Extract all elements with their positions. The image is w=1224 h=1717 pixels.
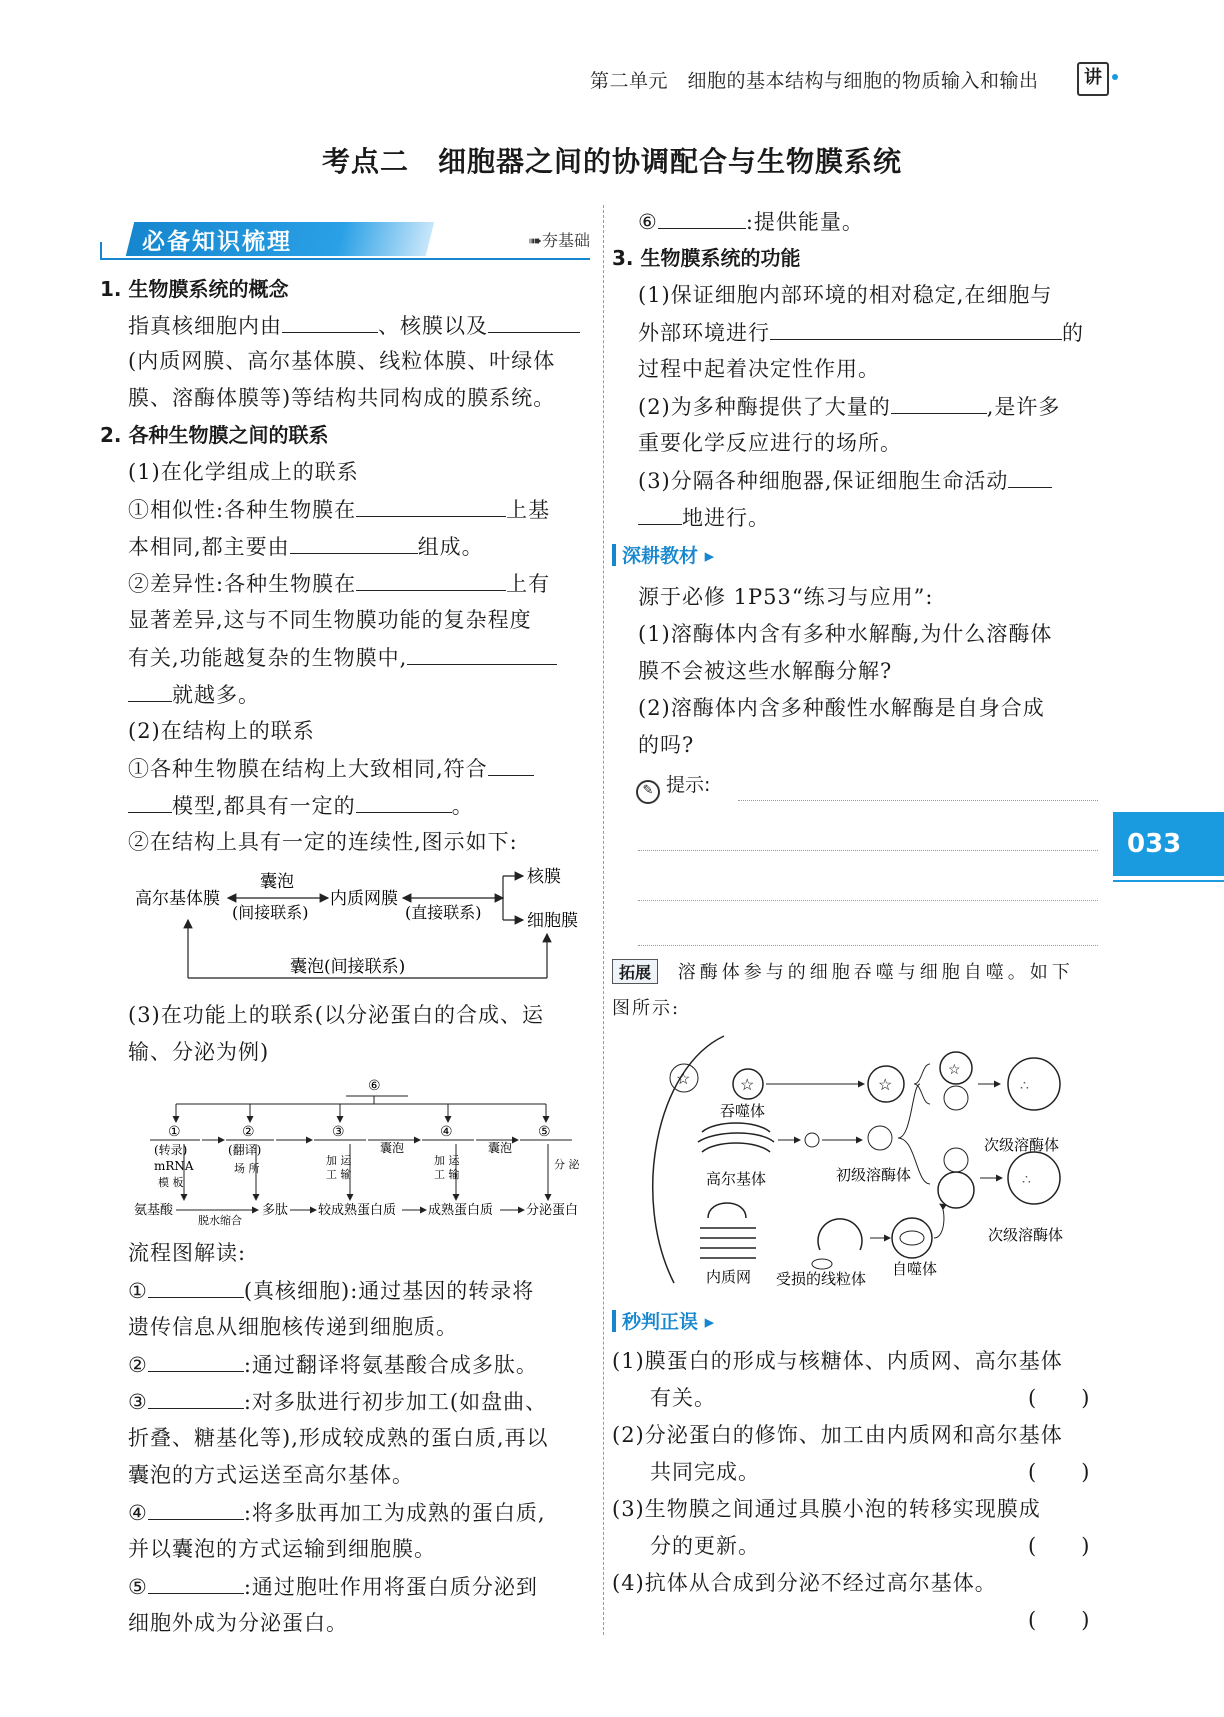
- sub-2: (2)在结构上的联系: [128, 719, 315, 743]
- flow-item-2: ② :通过翻译将氨基酸合成多肽。: [128, 1347, 538, 1382]
- svg-text:☆: ☆: [740, 1075, 755, 1094]
- extension-line-2: 图所示:: [612, 998, 681, 1019]
- sub-1-2-line-3: 有关,功能越复杂的生物膜中,: [128, 640, 557, 675]
- deep-source: 源于必修 1P53“练习与应用”:: [638, 585, 934, 609]
- judge-2-answer[interactable]: ( ): [1028, 1460, 1091, 1484]
- deep-q2-line-1: (2)溶酶体内含多种酸性水解酶是自身合成: [638, 696, 1045, 720]
- page-number-underline: [1113, 880, 1224, 882]
- membrane-connection-diagram: [125, 862, 595, 992]
- func-1-line-1: (1)保证细胞内部环境的相对稳定,在细胞与: [638, 283, 1053, 307]
- answer-line-3: [638, 900, 1098, 901]
- flow-item-1-line-1: ① (真核细胞):通过基因的转录将: [128, 1273, 534, 1308]
- running-header: 第二单元 细胞的基本结构与细胞的物质输入和输出: [590, 70, 1039, 92]
- flow-item-3-line-1: ③ :对多肽进行初步加工(如盘曲、: [128, 1384, 547, 1419]
- deep-textbook-header: 深耕教材 ▸: [612, 541, 714, 568]
- hint-row: ✎ 提示:: [636, 770, 710, 804]
- section-note: 夯基础: [541, 231, 590, 250]
- secondary-lysosome-1: [1008, 1058, 1060, 1110]
- sub-2-1-line-1: ①各种生物膜在结构上大致相同,符合: [128, 751, 534, 786]
- sub-1-1-line-1: ①相似性:各种生物膜在 上基: [128, 492, 550, 527]
- answer-line-1: [738, 800, 1098, 801]
- secretory-protein-flow-diagram: [128, 1072, 588, 1227]
- flow-item-4-line-2: 并以囊泡的方式运输到细胞膜。: [128, 1537, 436, 1561]
- label-vesicle: 囊泡: [260, 872, 294, 892]
- para-1-line-2: (内质网膜、高尔基体膜、线粒体膜、叶绿体: [128, 349, 556, 373]
- judge-2-line-1: (2)分泌蛋白的修饰、加工由内质网和高尔基体: [612, 1423, 1063, 1447]
- heading-3: 3. 生物膜系统的功能: [612, 246, 801, 270]
- flow-transcription: (转录): [154, 1143, 188, 1157]
- flow-item-4-line-1: ④ :将多肽再加工为成熟的蛋白质,: [128, 1495, 546, 1530]
- flow-vesicle-1: 囊泡: [380, 1141, 405, 1155]
- sub-1-2-line-2: 显著差异,这与不同生物膜功能的复杂程度: [128, 608, 532, 632]
- flow-item-5-line-1: ⑤ :通过胞吐作用将蛋白质分泌到: [128, 1569, 538, 1604]
- judge-3-line-1: (3)生物膜之间通过具膜小泡的转移实现膜成: [612, 1497, 1041, 1521]
- flow-secretory-protein: 分泌蛋白: [526, 1203, 579, 1218]
- extension-tag: 拓展: [612, 959, 658, 984]
- label-vesicle-indirect: 囊泡(间接联系): [290, 957, 406, 977]
- para-1-line-1: 指真核细胞内由 、核膜以及: [128, 308, 580, 343]
- label-direct: (直接联系): [405, 903, 482, 922]
- para-1-line-3: 膜、溶酶体膜等)等结构共同构成的膜系统。: [128, 386, 556, 410]
- flow-label-5: ⑤: [538, 1124, 551, 1140]
- lysosome-diagram: [636, 1028, 1096, 1288]
- label-cell-membrane: 细胞膜: [527, 911, 578, 931]
- flow-label-2: ②: [242, 1124, 255, 1140]
- func-3-line-2: 地进行。: [638, 500, 770, 535]
- flow-label-1: ①: [168, 1124, 181, 1140]
- isolation-membrane-icon: [818, 1219, 862, 1250]
- primary-lysosome-icon: [868, 1126, 892, 1150]
- column-divider: [603, 205, 604, 1635]
- svg-text:☆: ☆: [878, 1075, 893, 1094]
- play-arrow-icon: ➠: [528, 231, 542, 250]
- secondary-lysosome-2: [1008, 1152, 1060, 1204]
- label-phagosome: 吞噬体: [720, 1102, 766, 1120]
- label-damaged-mito: 受损的线粒体: [776, 1270, 867, 1288]
- er-icon: [700, 1203, 756, 1258]
- item-6: ⑥ :提供能量。: [638, 204, 864, 239]
- label-indirect: (间接联系): [232, 903, 309, 922]
- pencil-icon: ✎: [636, 780, 660, 804]
- label-nuclear-membrane: 核膜: [527, 867, 561, 887]
- flow-template: 模 板: [158, 1176, 184, 1189]
- flow-label-6: ⑥: [368, 1078, 381, 1094]
- flow-title: 流程图解读:: [128, 1241, 247, 1265]
- deep-q1-line-2: 膜不会被这些水解酶分解?: [638, 659, 893, 683]
- func-2-line-2: 重要化学反应进行的场所。: [638, 431, 902, 455]
- lecture-badge: 讲: [1077, 62, 1109, 96]
- play-icon: ▸: [698, 545, 715, 567]
- sub-3-line-1: (3)在功能上的联系(以分泌蛋白的合成、运: [128, 1003, 544, 1027]
- answer-line-4: [638, 945, 1098, 946]
- judge-1-line-1: (1)膜蛋白的形成与核糖体、内质网、高尔基体: [612, 1349, 1063, 1373]
- func-1-line-3: 过程中起着决定性作用。: [638, 357, 880, 381]
- label-primary: 初级溶酶体: [836, 1166, 912, 1184]
- deep-q2-line-2: 的吗?: [638, 733, 695, 757]
- judge-4-answer[interactable]: ( ): [1028, 1608, 1091, 1632]
- func-1-line-2: 外部环境进行 的: [638, 315, 1084, 350]
- deep-q1-line-1: (1)溶酶体内含有多种水解酶,为什么溶酶体: [638, 622, 1053, 646]
- page-number-tab: 033: [1113, 812, 1224, 876]
- svg-text:☆: ☆: [948, 1062, 961, 1078]
- flow-item-1-line-2: 遗传信息从细胞核传递到细胞质。: [128, 1315, 458, 1339]
- flow-label-4: ④: [440, 1124, 453, 1140]
- quick-judge-header: 秒判正误 ▸: [612, 1307, 714, 1334]
- sub-1-2-line-4: 就越多。: [128, 677, 260, 712]
- label-autophagosome: 自噬体: [892, 1260, 938, 1278]
- label-er: 内质网: [706, 1268, 752, 1286]
- flow-amino-acid: 氨基酸: [134, 1203, 174, 1218]
- label-secondary-2: 次级溶酶体: [988, 1226, 1064, 1244]
- heading-2: 2. 各种生物膜之间的联系: [100, 423, 329, 447]
- damaged-mitochondrion-icon: [812, 1259, 832, 1269]
- func-3-line-1: (3)分隔各种细胞器,保证细胞生命活动: [638, 463, 1052, 498]
- sub-2-1-line-2: 模型,都具有一定的 。: [128, 788, 474, 823]
- autophagosome-icon: [892, 1218, 932, 1258]
- extension-row: 拓展 溶酶体参与的细胞吞噬与细胞自噬。如下: [612, 958, 1074, 984]
- flow-secretion: 分 泌: [554, 1158, 580, 1171]
- svg-text:∴: ∴: [1020, 1078, 1029, 1094]
- label-golgi: 高尔基体: [706, 1170, 767, 1188]
- flow-vesicle-2: 囊泡: [488, 1141, 513, 1155]
- label-secondary-1: 次级溶酶体: [984, 1136, 1060, 1154]
- func-2-line-1: (2)为多种酶提供了大量的 ,是许多: [638, 389, 1060, 424]
- section-header: [100, 222, 590, 260]
- flow-item-5-line-2: 细胞外成为分泌蛋白。: [128, 1611, 348, 1635]
- answer-line-2: [638, 850, 1098, 851]
- flow-label-3: ③: [332, 1124, 345, 1140]
- flow-dehydration: 脱水缩合: [198, 1214, 242, 1227]
- judge-2-line-2: 共同完成。: [650, 1460, 760, 1484]
- golgi-icon: [698, 1123, 774, 1152]
- judge-1-line-2: 有关。: [650, 1386, 716, 1410]
- flow-process-4a: 加 运: [434, 1154, 460, 1167]
- flow-process-3a: 加 运: [326, 1154, 352, 1167]
- flow-process-4b: 工 输: [434, 1168, 460, 1181]
- judge-4-line-1: (4)抗体从合成到分泌不经过高尔基体。: [612, 1571, 997, 1595]
- badge-dot: [1112, 74, 1118, 80]
- label-er-membrane: 内质网膜: [330, 889, 398, 909]
- flow-item-3-line-2: 折叠、糖基化等),形成较成熟的蛋白质,再以: [128, 1426, 549, 1450]
- flow-process-3b: 工 输: [326, 1168, 352, 1181]
- svg-text:∴: ∴: [1022, 1172, 1031, 1188]
- flow-item-3-line-3: 囊泡的方式运送至高尔基体。: [128, 1463, 414, 1487]
- flow-mature-protein: 成熟蛋白质: [428, 1203, 494, 1218]
- label-golgi-membrane: 高尔基体膜: [135, 889, 220, 909]
- judge-3-answer[interactable]: ( ): [1028, 1534, 1091, 1558]
- sub-2-2: ②在结构上具有一定的连续性,图示如下:: [128, 830, 518, 854]
- play-icon: ▸: [698, 1311, 715, 1333]
- flow-mrna: mRNA: [154, 1159, 194, 1173]
- flow-polypeptide: 多肽: [262, 1203, 289, 1218]
- sub-1-2-line-1: ②差异性:各种生物膜在 上有: [128, 566, 550, 601]
- sub-1: (1)在化学组成上的联系: [128, 460, 359, 484]
- flow-translation: (翻译): [228, 1143, 262, 1157]
- section-label: 必备知识梳理: [142, 229, 292, 255]
- sub-1-1-line-2: 本相同,都主要由 组成。: [128, 529, 484, 564]
- page-title: 考点二 细胞器之间的协调配合与生物膜系统: [321, 145, 902, 178]
- svg-text:☆: ☆: [676, 1069, 691, 1088]
- judge-3-line-2: 分的更新。: [650, 1534, 760, 1558]
- flow-site: 场 所: [234, 1162, 260, 1175]
- sub-3-line-2: 输、分泌为例): [128, 1040, 270, 1064]
- judge-1-answer[interactable]: ( ): [1028, 1386, 1091, 1410]
- heading-1: 1. 生物膜系统的概念: [100, 277, 289, 301]
- flow-immature-protein: 较成熟蛋白质: [318, 1203, 397, 1218]
